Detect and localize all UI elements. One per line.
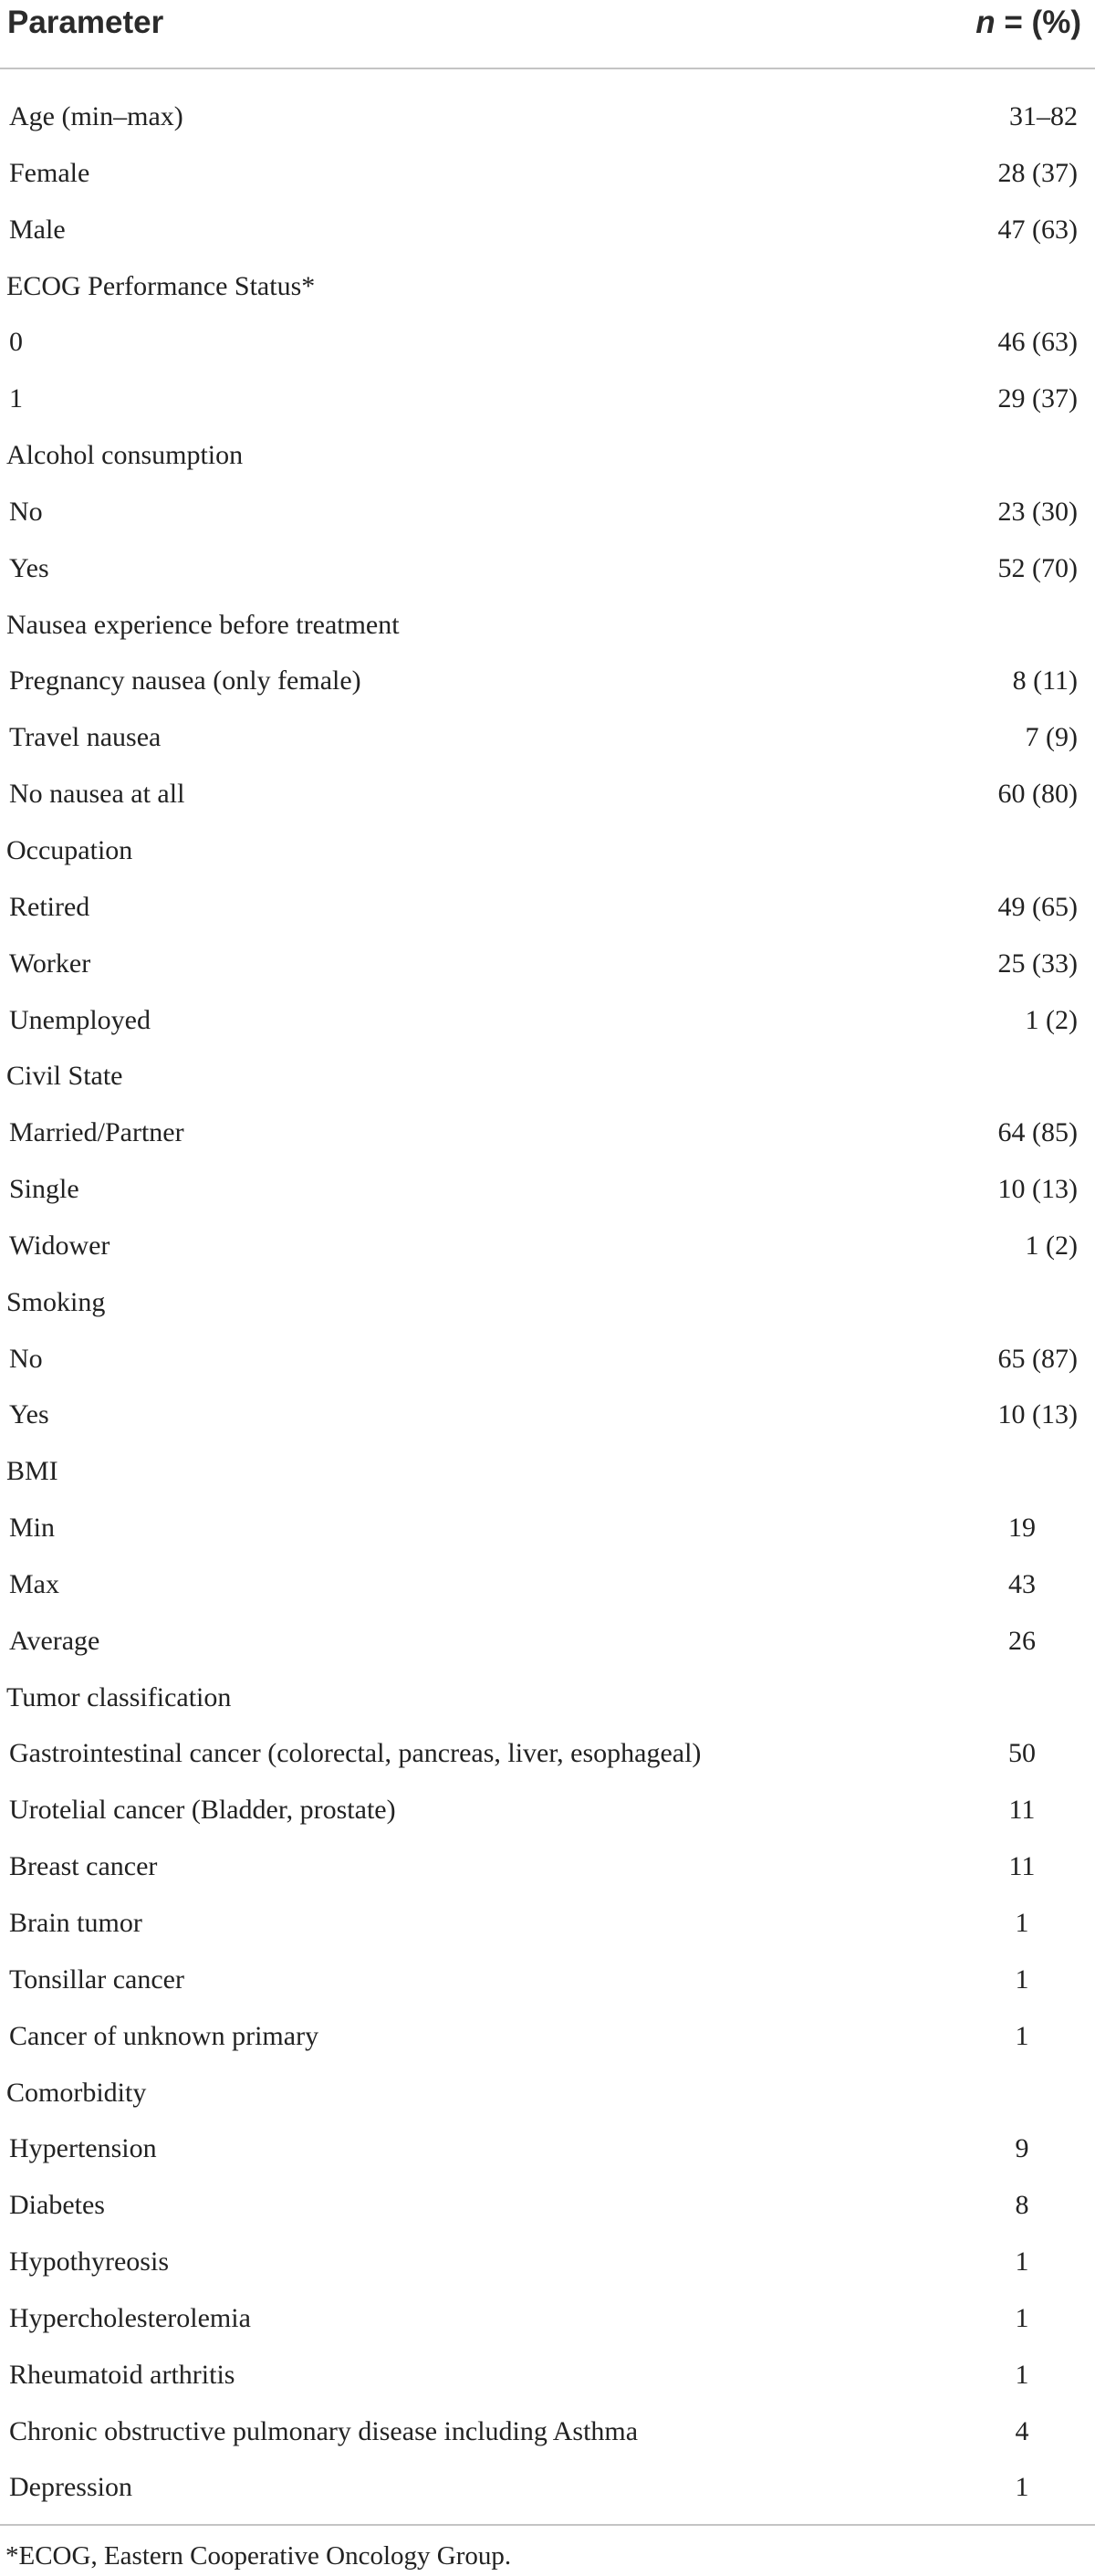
- table-row: [0, 1896, 1095, 1953]
- row-value: 60 (80): [997, 779, 1078, 810]
- section-label: Tumor classification: [6, 1681, 232, 1712]
- row-label: Urotelial cancer (Bladder, prostate): [9, 1795, 396, 1826]
- row-value: 9: [1015, 2133, 1029, 2164]
- row-value: 64 (85): [997, 1117, 1078, 1148]
- table-row: [0, 1162, 1095, 1219]
- row-label: Unemployed: [9, 1004, 151, 1035]
- table-row: [0, 1953, 1095, 2009]
- row-value: 52 (70): [997, 552, 1078, 583]
- table-row: [0, 2178, 1095, 2235]
- row-label: Yes: [9, 552, 49, 583]
- table-row: [0, 372, 1095, 428]
- table-row: [0, 654, 1095, 710]
- row-label: Max: [9, 1568, 59, 1599]
- row-label: Female: [9, 157, 90, 188]
- table-section-row: [0, 598, 1095, 654]
- row-value: 1: [1015, 2359, 1029, 2390]
- row-value: 1 (2): [1025, 1230, 1078, 1261]
- table-row: [0, 2121, 1095, 2178]
- row-value: 47 (63): [997, 214, 1078, 245]
- row-value: 7 (9): [1025, 722, 1078, 753]
- table-row: [0, 485, 1095, 541]
- table-row: [0, 315, 1095, 372]
- row-label: Age (min–max): [9, 101, 183, 131]
- table-section-row: [0, 1049, 1095, 1105]
- table-row: [0, 2291, 1095, 2348]
- row-value: 1 (2): [1025, 1004, 1078, 1035]
- table-row: [0, 1219, 1095, 1275]
- table-row: [0, 1387, 1095, 1444]
- table-row: [0, 937, 1095, 993]
- table-section-row: [0, 1444, 1095, 1501]
- row-label: Diabetes: [9, 2190, 105, 2221]
- table-row: [0, 541, 1095, 598]
- row-value: 10 (13): [997, 1399, 1078, 1430]
- row-value: 1: [1015, 1963, 1029, 1995]
- row-value: 28 (37): [997, 157, 1078, 188]
- header-n-percent: [975, 2, 1081, 44]
- row-label: Yes: [9, 1399, 49, 1430]
- row-label: Depression: [9, 2472, 132, 2503]
- section-label: BMI: [6, 1456, 58, 1487]
- row-label: Brain tumor: [9, 1908, 142, 1938]
- row-value: 50: [1008, 1738, 1036, 1769]
- row-label: Male: [9, 214, 66, 245]
- table-section-row: [0, 2066, 1095, 2122]
- header-parameter: Parameter: [7, 5, 164, 40]
- table-footer-rule: [0, 2524, 1095, 2526]
- section-label: Comorbidity: [6, 2077, 147, 2108]
- table-row: [0, 203, 1095, 259]
- row-label: Widower: [9, 1230, 110, 1261]
- table-row: [0, 1726, 1095, 1783]
- row-label: Travel nausea: [9, 722, 162, 753]
- row-value: 1: [1015, 2472, 1029, 2503]
- table-row: [0, 1557, 1095, 1614]
- table-row: [0, 1105, 1095, 1162]
- row-value: 4: [1015, 2415, 1029, 2446]
- row-value: 29 (37): [997, 383, 1078, 414]
- row-value: 1: [1015, 2246, 1029, 2278]
- row-label: No nausea at all: [9, 779, 185, 810]
- row-value: 1: [1015, 2302, 1029, 2333]
- row-label: Hypothyreosis: [9, 2246, 169, 2278]
- row-label: No: [9, 496, 43, 527]
- row-label: Tonsillar cancer: [9, 1963, 184, 1995]
- section-label: Alcohol consumption: [6, 440, 244, 471]
- table-row: [0, 146, 1095, 203]
- row-label: Pregnancy nausea (only female): [9, 665, 361, 696]
- table-row: [0, 1332, 1095, 1388]
- row-value: 8 (11): [1012, 665, 1078, 696]
- table-section-row: [0, 1670, 1095, 1727]
- row-value: 11: [1008, 1795, 1036, 1826]
- table-row: [0, 993, 1095, 1050]
- row-value: 25 (33): [997, 948, 1078, 979]
- row-label: No: [9, 1343, 43, 1374]
- row-label: 0: [9, 327, 23, 358]
- header-n-symbol: n: [975, 5, 996, 40]
- table-section-row: [0, 428, 1095, 485]
- table-row: [0, 767, 1095, 823]
- table-section-row: [0, 259, 1095, 316]
- table-row: [0, 89, 1095, 146]
- table-row: [0, 2404, 1095, 2461]
- row-value: 1: [1015, 2020, 1029, 2051]
- row-value: 1: [1015, 1908, 1029, 1938]
- section-label: Smoking: [6, 1286, 106, 1317]
- table-footnote: *ECOG, Eastern Cooperative Oncology Group.: [5, 2541, 512, 2571]
- table-row: [0, 2460, 1095, 2517]
- row-value: 23 (30): [997, 496, 1078, 527]
- row-label: Cancer of unknown primary: [9, 2020, 319, 2051]
- row-value: 46 (63): [997, 327, 1078, 358]
- row-value: 11: [1008, 1851, 1036, 1882]
- row-label: Hypercholesterolemia: [9, 2302, 251, 2333]
- row-value: 43: [1008, 1568, 1036, 1599]
- section-label: Occupation: [6, 834, 133, 865]
- row-value: 49 (65): [997, 891, 1078, 922]
- section-label: Civil State: [6, 1061, 123, 1092]
- row-label: Single: [9, 1174, 79, 1205]
- row-label: Chronic obstructive pulmonary disease including Asthma: [9, 2415, 639, 2446]
- row-label: Retired: [9, 891, 90, 922]
- row-value: 65 (87): [997, 1343, 1078, 1374]
- table-header-row: [0, 0, 1095, 69]
- header-n-suffix: = (%): [995, 5, 1081, 40]
- table-section-row: [0, 1275, 1095, 1332]
- table-row: [0, 1839, 1095, 1896]
- table-row: [0, 710, 1095, 767]
- row-value: 8: [1015, 2190, 1029, 2221]
- section-label: ECOG Performance Status*: [6, 270, 316, 301]
- row-value: 31–82: [1009, 101, 1078, 131]
- row-label: Worker: [9, 948, 91, 979]
- table-row: [0, 880, 1095, 937]
- table-row: [0, 2009, 1095, 2066]
- row-label: 1: [9, 383, 23, 414]
- row-label: Average: [9, 1625, 100, 1656]
- table-row: [0, 2235, 1095, 2291]
- table-body: [0, 89, 1095, 2517]
- row-label: Min: [9, 1513, 56, 1544]
- row-value: 26: [1008, 1625, 1036, 1656]
- row-label: Gastrointestinal cancer (colorectal, pancreas, liver, esophageal): [9, 1738, 702, 1769]
- table-row: [0, 1614, 1095, 1670]
- row-label: Breast cancer: [9, 1851, 158, 1882]
- table-row: [0, 1783, 1095, 1839]
- row-value: 10 (13): [997, 1174, 1078, 1205]
- table-row: [0, 2348, 1095, 2404]
- row-label: Rheumatoid arthritis: [9, 2359, 235, 2390]
- row-label: Married/Partner: [9, 1117, 184, 1148]
- row-label: Hypertension: [9, 2133, 157, 2164]
- table-row: [0, 1501, 1095, 1557]
- table-section-row: [0, 823, 1095, 880]
- section-label: Nausea experience before treatment: [6, 609, 400, 640]
- row-value: 19: [1008, 1513, 1036, 1544]
